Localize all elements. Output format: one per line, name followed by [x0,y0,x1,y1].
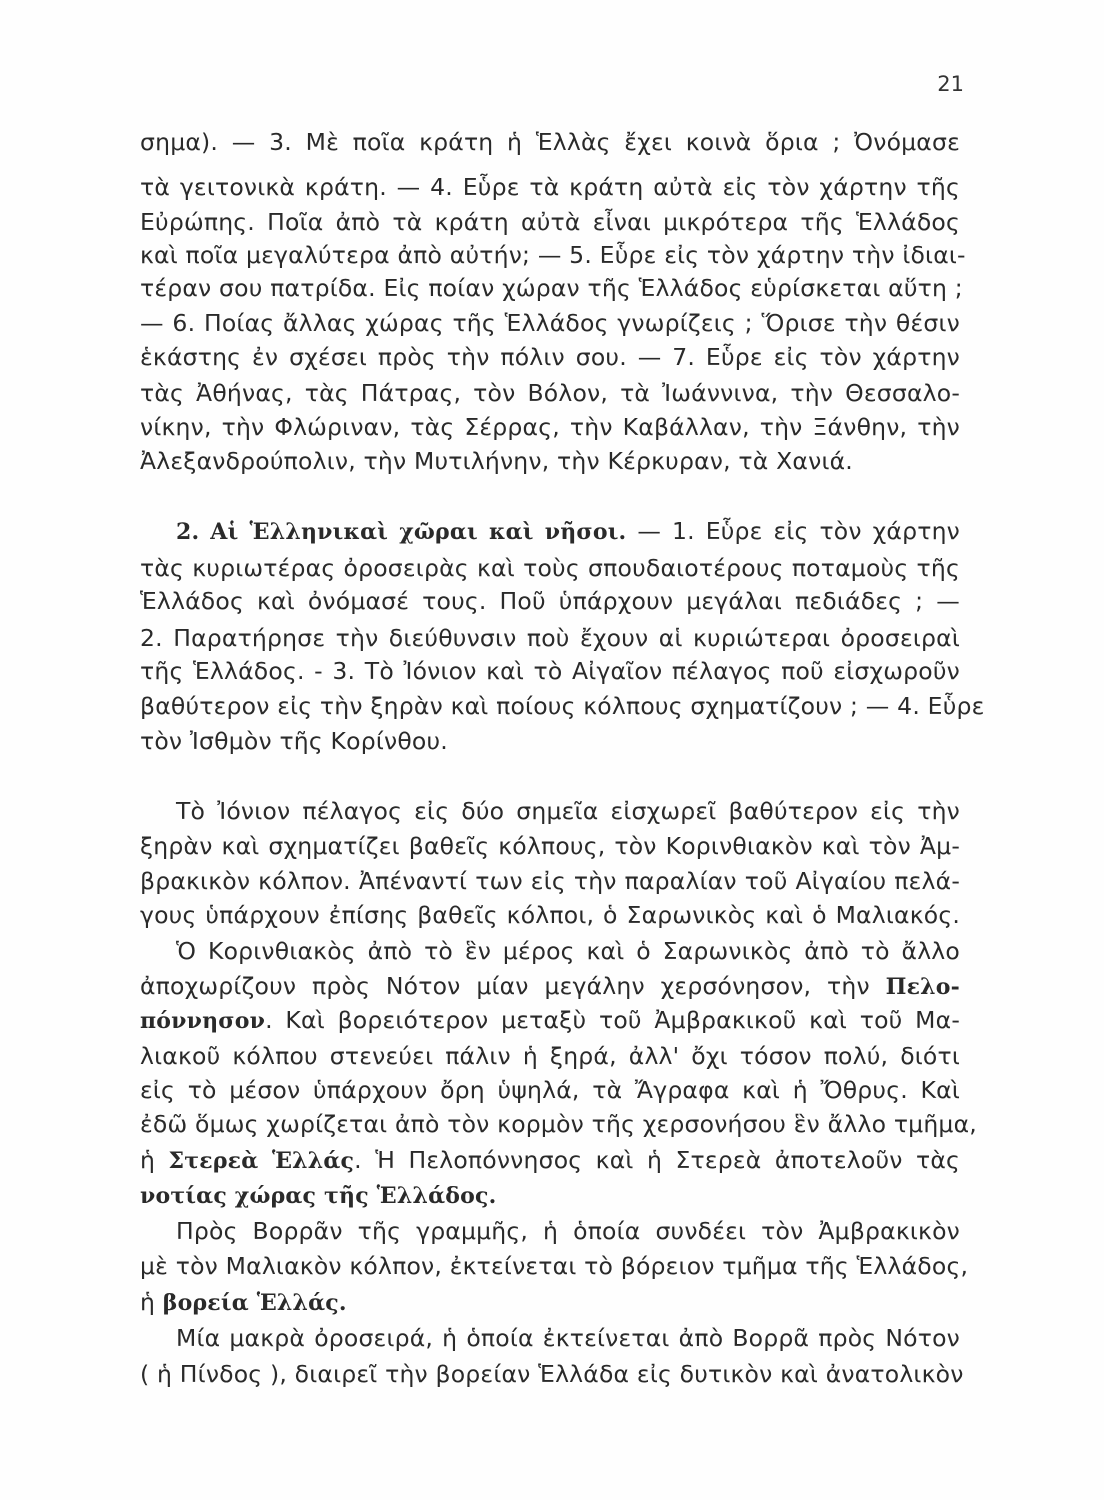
text-line: Ἑλλάδος καὶ ὀνόμασέ τους. Ποῦ ὑπάρχουν μεγάλαι πεδιάδες ; — [140,587,960,615]
bold-term: Πελο- [885,974,960,1000]
text-line [140,1178,960,1213]
heading-exercise: — 1. Εὗρε εἰς τὸν χάρτην [626,517,960,545]
text-line [140,1003,960,1038]
section-number: 2. [176,519,200,545]
text-line: γους ὑπάρχουν ἐπίσης βαθεῖς κόλποι, ὁ Σαρωνικὸς καὶ ὁ Μαλιακός. [140,901,960,929]
text-line: λιακοῦ κόλπου στενεύει πάλιν ἡ ξηρά, ἀλλ' ὄχι τόσον πολύ, διότι [140,1042,960,1070]
text-line: τῆς Ἑλλάδος. - 3. Τὸ Ἰόνιον καὶ τὸ Αἰγαῖον πέλαγος ποῦ εἰσχωροῦν [140,657,960,685]
text-line: τὰς Ἀθήνας, τὰς Πάτρας, τὸν Βόλον, τὰ Ἰωάννινα, τὴν Θεσσαλο- [140,379,960,407]
text-line: εἰς τὸ μέσον ὑπάρχουν ὄρη ὑψηλά, τὰ Ἄγραφα καὶ ἡ Ὄθρυς. Καὶ [140,1076,960,1104]
text-line: τὰς κυριωτέρας ὀροσειρὰς καὶ τοὺς σπουδαιοτέρους ποταμοὺς τῆς [140,554,960,582]
text-line [140,969,960,1004]
text-line: σημα). — 3. Μὲ ποῖα κράτη ἡ Ἑλλὰς ἔχει κοινὰ ὅρια ; Ὀνόμασε [140,128,960,156]
text-line: — 6. Ποίας ἄλλας χώρας τῆς Ἑλλάδος γνωρίζεις ; Ὅρισε τὴν θέσιν [140,309,960,337]
text-run: ἡ [140,1146,169,1174]
section-heading [176,514,960,549]
text-line: ξηρὰν καὶ σχηματίζει βαθεῖς κόλπους, τὸν Κορινθιακὸν καὶ τὸν Ἀμ- [140,832,960,860]
text-line: τὰ γειτονικὰ κράτη. — 4. Εὗρε τὰ κράτη αὐτὰ εἰς τὸν χάρτην τῆς [140,173,960,201]
bold-term: πόννησον [140,1008,266,1034]
text-line: τέραν σου πατρίδα. Εἰς ποίαν χώραν τῆς Ἑλλάδος εὑρίσκεται αὕτη ; [140,274,963,302]
text-run: . Καὶ βορειότερον μεταξὺ τοῦ Ἀμβρακικοῦ καὶ τοῦ Μα- [265,1006,960,1034]
bold-term: νοτίας χώρας τῆς Ἑλλάδος. [140,1183,497,1209]
text-line: βρακικὸν κόλπον. Ἀπέναντί των εἰς τὴν παραλίαν τοῦ Αἰγαίου πελά- [140,867,960,895]
text-run: ἡ [140,1288,163,1316]
text-line: ( ἡ Πίνδος ), διαιρεῖ τὴν βορείαν Ἑλλάδα εἰς δυτικὸν καὶ ἀνατολικὸν [140,1360,964,1388]
text-line: Τὸ Ἰόνιον πέλαγος εἰς δύο σημεῖα εἰσχωρεῖ βαθύτερον εἰς τὴν [176,797,960,825]
text-line: μὲ τὸν Μαλιακὸν κόλπον, ἐκτείνεται τὸ βόρειον τμῆμα τῆς Ἑλλάδος, [140,1252,969,1280]
text-run: ἀποχωρίζουν πρὸς Νότον μίαν μεγάλην χερσόνησον, τὴν [140,972,886,1000]
text-line [140,1285,960,1320]
bold-term: Στερεὰ Ἑλλάς [168,1148,355,1174]
text-line: ἐδῶ ὅμως χωρίζεται ἀπὸ τὸν κορμὸν τῆς χερσονήσου ἓν ἄλλο τμῆμα, [140,1110,977,1138]
page-number: 21 [937,72,964,96]
text-line: ἑκάστης ἐν σχέσει πρὸς τὴν πόλιν σου. — 7. Εὗρε εἰς τὸν χάρτην [140,343,960,371]
text-line: Πρὸς Βορρᾶν τῆς γραμμῆς, ἡ ὁποία συνδέει τὸν Ἀμβρακικὸν [176,1217,960,1245]
bold-term: βορεία Ἑλλάς. [162,1290,347,1316]
text-line: 2. Παρατήρησε τὴν διεύθυνσιν ποὺ ἔχουν αἱ κυριώτεραι ὀροσειραὶ [140,624,960,652]
text-line: Ὁ Κορινθιακὸς ἀπὸ τὸ ἓν μέρος καὶ ὁ Σαρωνικὸς ἀπὸ τὸ ἄλλο [176,937,960,965]
text-line [140,1143,960,1178]
text-line: βαθύτερον εἰς τὴν ξηρὰν καὶ ποίους κόλπους σχηματίζουν ; — 4. Εὗρε [140,692,985,720]
text-line: Ἀλεξανδρούπολιν, τὴν Μυτιλήνην, τὴν Κέρκυραν, τὰ Χανιά. [140,447,853,475]
text-line: καὶ ποῖα μεγαλύτερα ἀπὸ αὐτήν; — 5. Εὗρε εἰς τὸν χάρτην τὴν ἰδιαι- [140,241,966,269]
text-line: νίκην, τὴν Φλώριναν, τὰς Σέρρας, τὴν Καβάλλαν, τὴν Ξάνθην, τὴν [140,413,960,441]
text-run: . Ἡ Πελοπόννησος καὶ ἡ Στερεὰ ἀποτελοῦν τὰς [354,1146,961,1174]
section-title: Αἱ Ἑλληνικαὶ χῶραι καὶ νῆσοι. [210,519,627,545]
text-line: Μία μακρὰ ὀροσειρά, ἡ ὁποία ἐκτείνεται ἀπὸ Βορρᾶ πρὸς Νότον [176,1324,960,1352]
text-line: τὸν Ἰσθμὸν τῆς Κορίνθου. [140,727,448,755]
text-line: Εὐρώπης. Ποῖα ἀπὸ τὰ κράτη αὐτὰ εἶναι μικρότερα τῆς Ἑλλάδος [140,208,960,236]
